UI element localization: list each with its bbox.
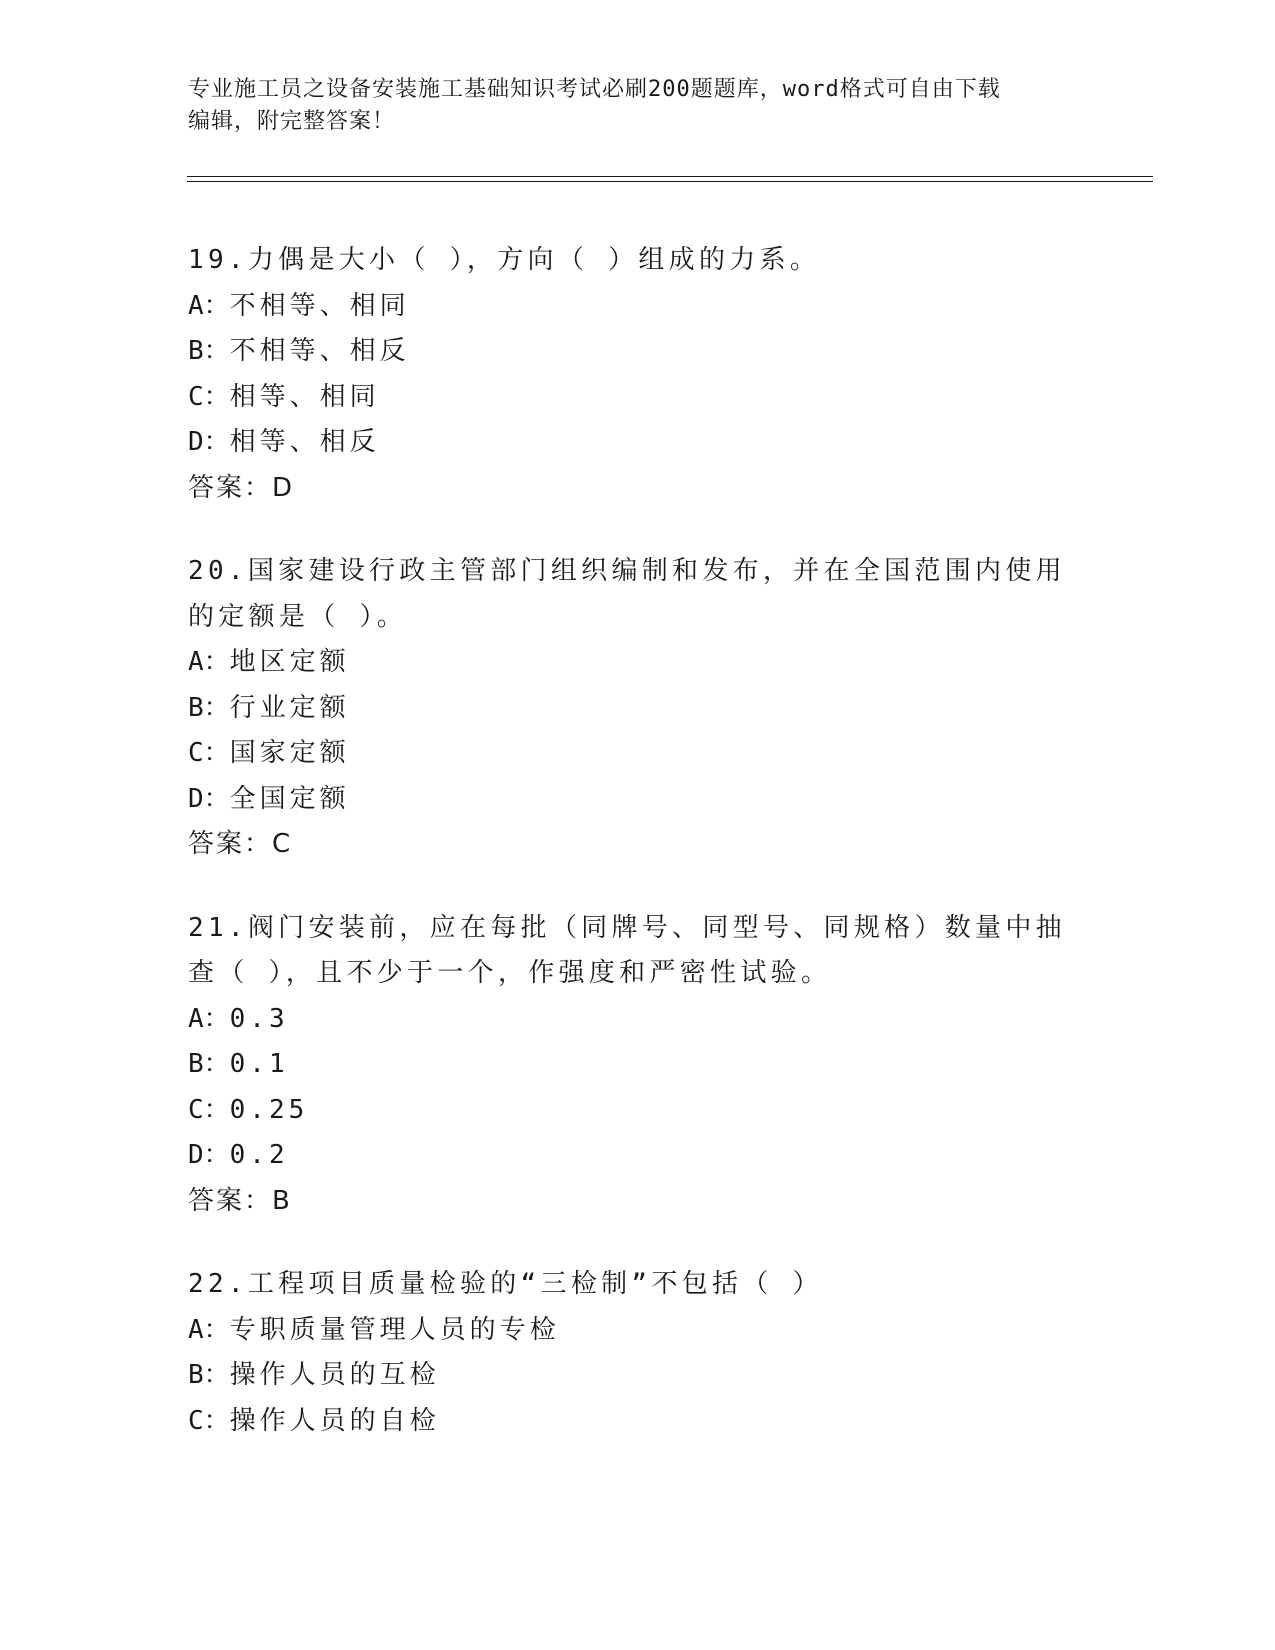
option-c bbox=[188, 731, 1088, 777]
question-list bbox=[188, 238, 1088, 1482]
option-c bbox=[188, 1399, 1088, 1445]
option-c bbox=[188, 375, 1088, 421]
question-19 bbox=[188, 238, 1088, 511]
header-title-line-2: 编辑，附完整答案！ bbox=[188, 109, 396, 134]
option-text: 0.1 bbox=[229, 1049, 289, 1079]
answer: 答案：D bbox=[188, 472, 295, 503]
option-a bbox=[188, 997, 1088, 1043]
option-text: 相等、相同 bbox=[229, 381, 380, 412]
option-letter: B： bbox=[188, 336, 230, 366]
header-divider-bottom bbox=[187, 181, 1153, 182]
option-letter: A： bbox=[188, 647, 230, 677]
header-divider-top bbox=[187, 176, 1153, 177]
question-22 bbox=[188, 1262, 1088, 1444]
option-letter: B： bbox=[188, 1049, 230, 1079]
option-text: 国家定额 bbox=[229, 738, 350, 768]
option-text: 行业定额 bbox=[229, 692, 350, 723]
question-stem: 22.工程项目质量检验的“三检制”不包括（ ） bbox=[188, 1269, 823, 1299]
option-a bbox=[188, 284, 1088, 330]
answer: 答案：C bbox=[188, 829, 293, 859]
question-20 bbox=[188, 549, 1088, 868]
question-stem: 20.国家建设行政主管部门组织编制和发布，并在全国范围内使用的定额是（ ）。 bbox=[188, 556, 1066, 632]
option-text: 不相等、相反 bbox=[229, 336, 410, 366]
option-text: 全国定额 bbox=[229, 783, 350, 814]
option-letter: A： bbox=[188, 1003, 230, 1034]
option-b bbox=[188, 1042, 1088, 1088]
option-letter: C： bbox=[188, 1405, 230, 1436]
option-letter: B： bbox=[188, 1360, 230, 1390]
option-letter: C： bbox=[188, 1094, 230, 1125]
question-21 bbox=[188, 906, 1088, 1225]
option-d bbox=[188, 1133, 1088, 1179]
option-text: 0.3 bbox=[229, 1003, 289, 1034]
option-letter: D： bbox=[188, 1140, 230, 1170]
option-d bbox=[188, 420, 1088, 466]
document-header bbox=[188, 74, 1088, 138]
option-letter: C： bbox=[188, 381, 230, 412]
option-text: 0.25 bbox=[229, 1094, 309, 1125]
option-letter: C： bbox=[188, 738, 230, 768]
option-b bbox=[188, 329, 1088, 375]
question-stem: 19.力偶是大小（ ），方向（ ）组成的力系。 bbox=[188, 245, 821, 275]
option-text: 操作人员的互检 bbox=[229, 1360, 440, 1390]
option-a bbox=[188, 640, 1088, 686]
option-letter: B： bbox=[188, 692, 230, 723]
answer: 答案：B bbox=[188, 1185, 292, 1216]
option-letter: A： bbox=[188, 290, 230, 321]
option-b bbox=[188, 1353, 1088, 1399]
option-text: 相等、相反 bbox=[229, 427, 380, 457]
option-text: 0.2 bbox=[229, 1140, 289, 1170]
option-letter: D： bbox=[188, 783, 230, 814]
option-letter: A： bbox=[188, 1314, 230, 1345]
option-text: 不相等、相同 bbox=[229, 290, 410, 321]
question-stem: 21.阀门安装前，应在每批（同牌号、同型号、同规格）数量中抽查（ ），且不少于一个，作强度和严密性试验。 bbox=[188, 912, 1066, 988]
option-b bbox=[188, 686, 1088, 732]
option-letter: D： bbox=[188, 427, 230, 457]
option-text: 地区定额 bbox=[229, 647, 350, 677]
option-a bbox=[188, 1308, 1088, 1354]
header-title-line-1: 专业施工员之设备安装施工基础知识考试必刷200题题库，word格式可自由下载 bbox=[188, 77, 1001, 102]
option-c bbox=[188, 1088, 1088, 1134]
option-text: 专职质量管理人员的专检 bbox=[229, 1314, 560, 1345]
option-text: 操作人员的自检 bbox=[229, 1405, 440, 1436]
option-d bbox=[188, 777, 1088, 823]
